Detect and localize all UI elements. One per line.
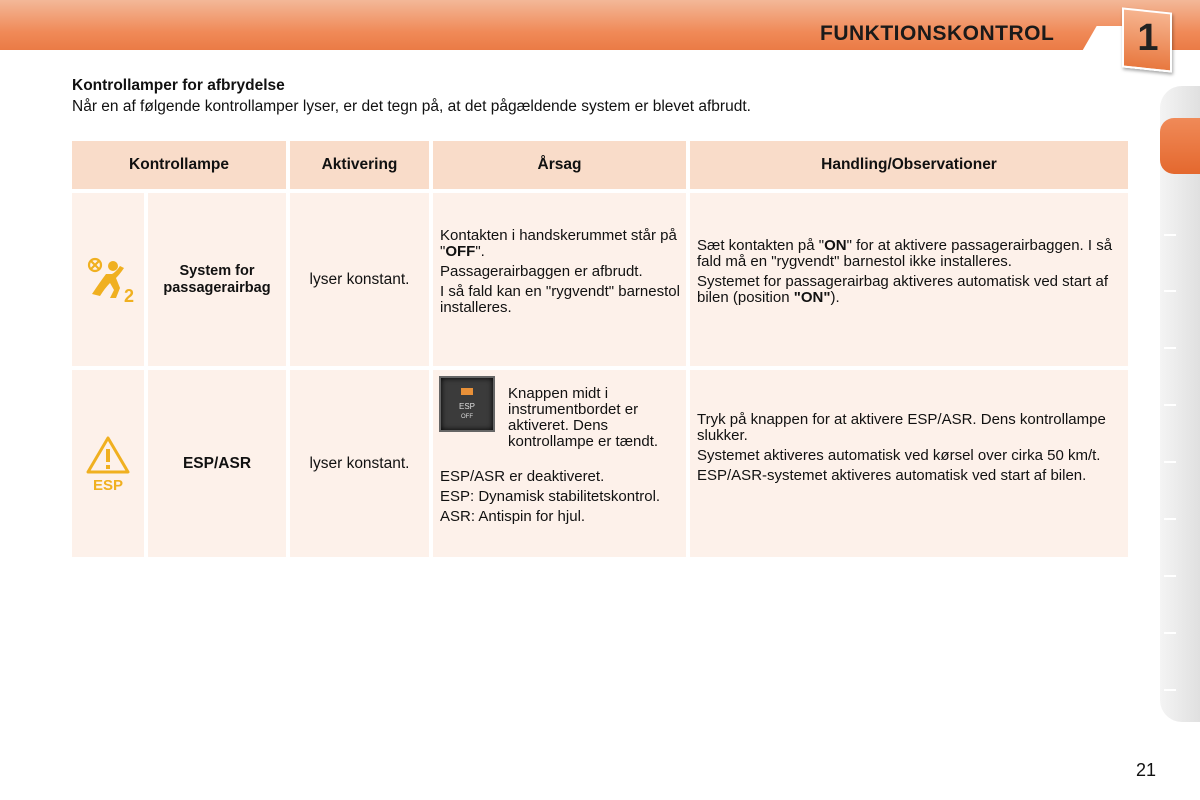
cause-paragraph: ASR: Antispin for hjul. [440,508,586,525]
esp-icon-label: ESP [92,476,124,494]
table-row-icon-cell [72,370,144,557]
page-number: 21 [1136,760,1157,780]
system-name: ESP/ASR [182,455,252,472]
cause-paragraph: ESP/ASR er deaktiveret. [440,468,605,485]
action-paragraph: Systemet aktiveres automatisk ved kørsel over cirka 50 km/t. [697,447,1101,464]
esp-off-button-icon [439,376,495,432]
column-header-kontrollampe: Kontrollampe [72,141,286,189]
cause-paragraph: Kontakten i handskerummet står på "OFF". [440,227,677,260]
tab-divider [1164,461,1176,463]
tab-divider [1164,234,1176,236]
chapter-number: 1 [1137,17,1159,59]
column-header-aktivering: Aktivering [290,141,429,189]
cause-paragraph: Passagerairbaggen er afbrudt. [440,263,643,280]
cause-paragraph: ESP: Dynamisk stabilitetskontrol. [440,488,661,505]
section-heading: Kontrollamper for afbrydelse [72,77,285,94]
activation-text: lyser konstant. [309,270,410,288]
passenger-airbag-off-icon [80,252,136,308]
column-header-handling: Handling/Observationer [690,141,1128,189]
tab-divider [1164,632,1176,634]
esp-button-label: ESP [458,402,476,411]
system-name: System for passagerairbag [163,262,271,296]
table-row-action-cell [690,193,1128,366]
action-paragraph: Tryk på knappen for at aktivere ESP/ASR. Dens kontrollampe slukker. [697,411,1106,444]
action-paragraph: ESP/ASR-systemet aktiveres automatisk ved start af bilen. [697,467,1087,484]
tab-divider [1164,689,1176,691]
tab-divider [1164,518,1176,520]
table-row-cause-cell [433,193,686,366]
cause-paragraph: I så fald kan en "rygvendt" barnestol installeres. [440,283,680,316]
tab-divider [1164,290,1176,292]
column-header-arsag: Årsag [433,141,686,189]
table-row-activation-cell [290,370,429,557]
svg-text:2: 2 [124,285,135,306]
table-row-icon-cell [72,193,144,366]
header-white-stripe [0,50,1200,62]
tab-divider [1164,404,1176,406]
tab-divider [1164,347,1176,349]
action-paragraph: Sæt kontakten på "ON" for at aktivere passagerairbaggen. I så fald må en "rygvendt" barnestol ikke installeres. [697,237,1113,270]
tab-divider [1164,575,1176,577]
action-paragraph: Systemet for passagerairbag aktiveres automatisk ved start af bilen (position "ON"). [697,273,1109,306]
cause-paragraph: Knappen midt i instrumentbordet er aktiveret. Dens kontrollampe er tændt. [508,385,659,450]
active-chapter-tab[interactable] [1160,118,1200,174]
activation-text: lyser konstant. [309,454,410,472]
table-row-activation-cell [290,193,429,366]
section-intro: Når en af følgende kontrollamper lyser, er det tegn på, at det pågældende system er blevet afbrudt. [72,98,751,115]
page-title: FUNKTIONSKONTROL [820,22,1055,45]
table-row-system-cell [148,193,286,366]
esp-warning-icon [84,434,132,494]
table-row-system-cell [148,370,286,557]
esp-button-sublabel: OFF [461,414,473,420]
table-row-action-cell [690,370,1128,557]
table-row-cause-cell [433,370,686,557]
